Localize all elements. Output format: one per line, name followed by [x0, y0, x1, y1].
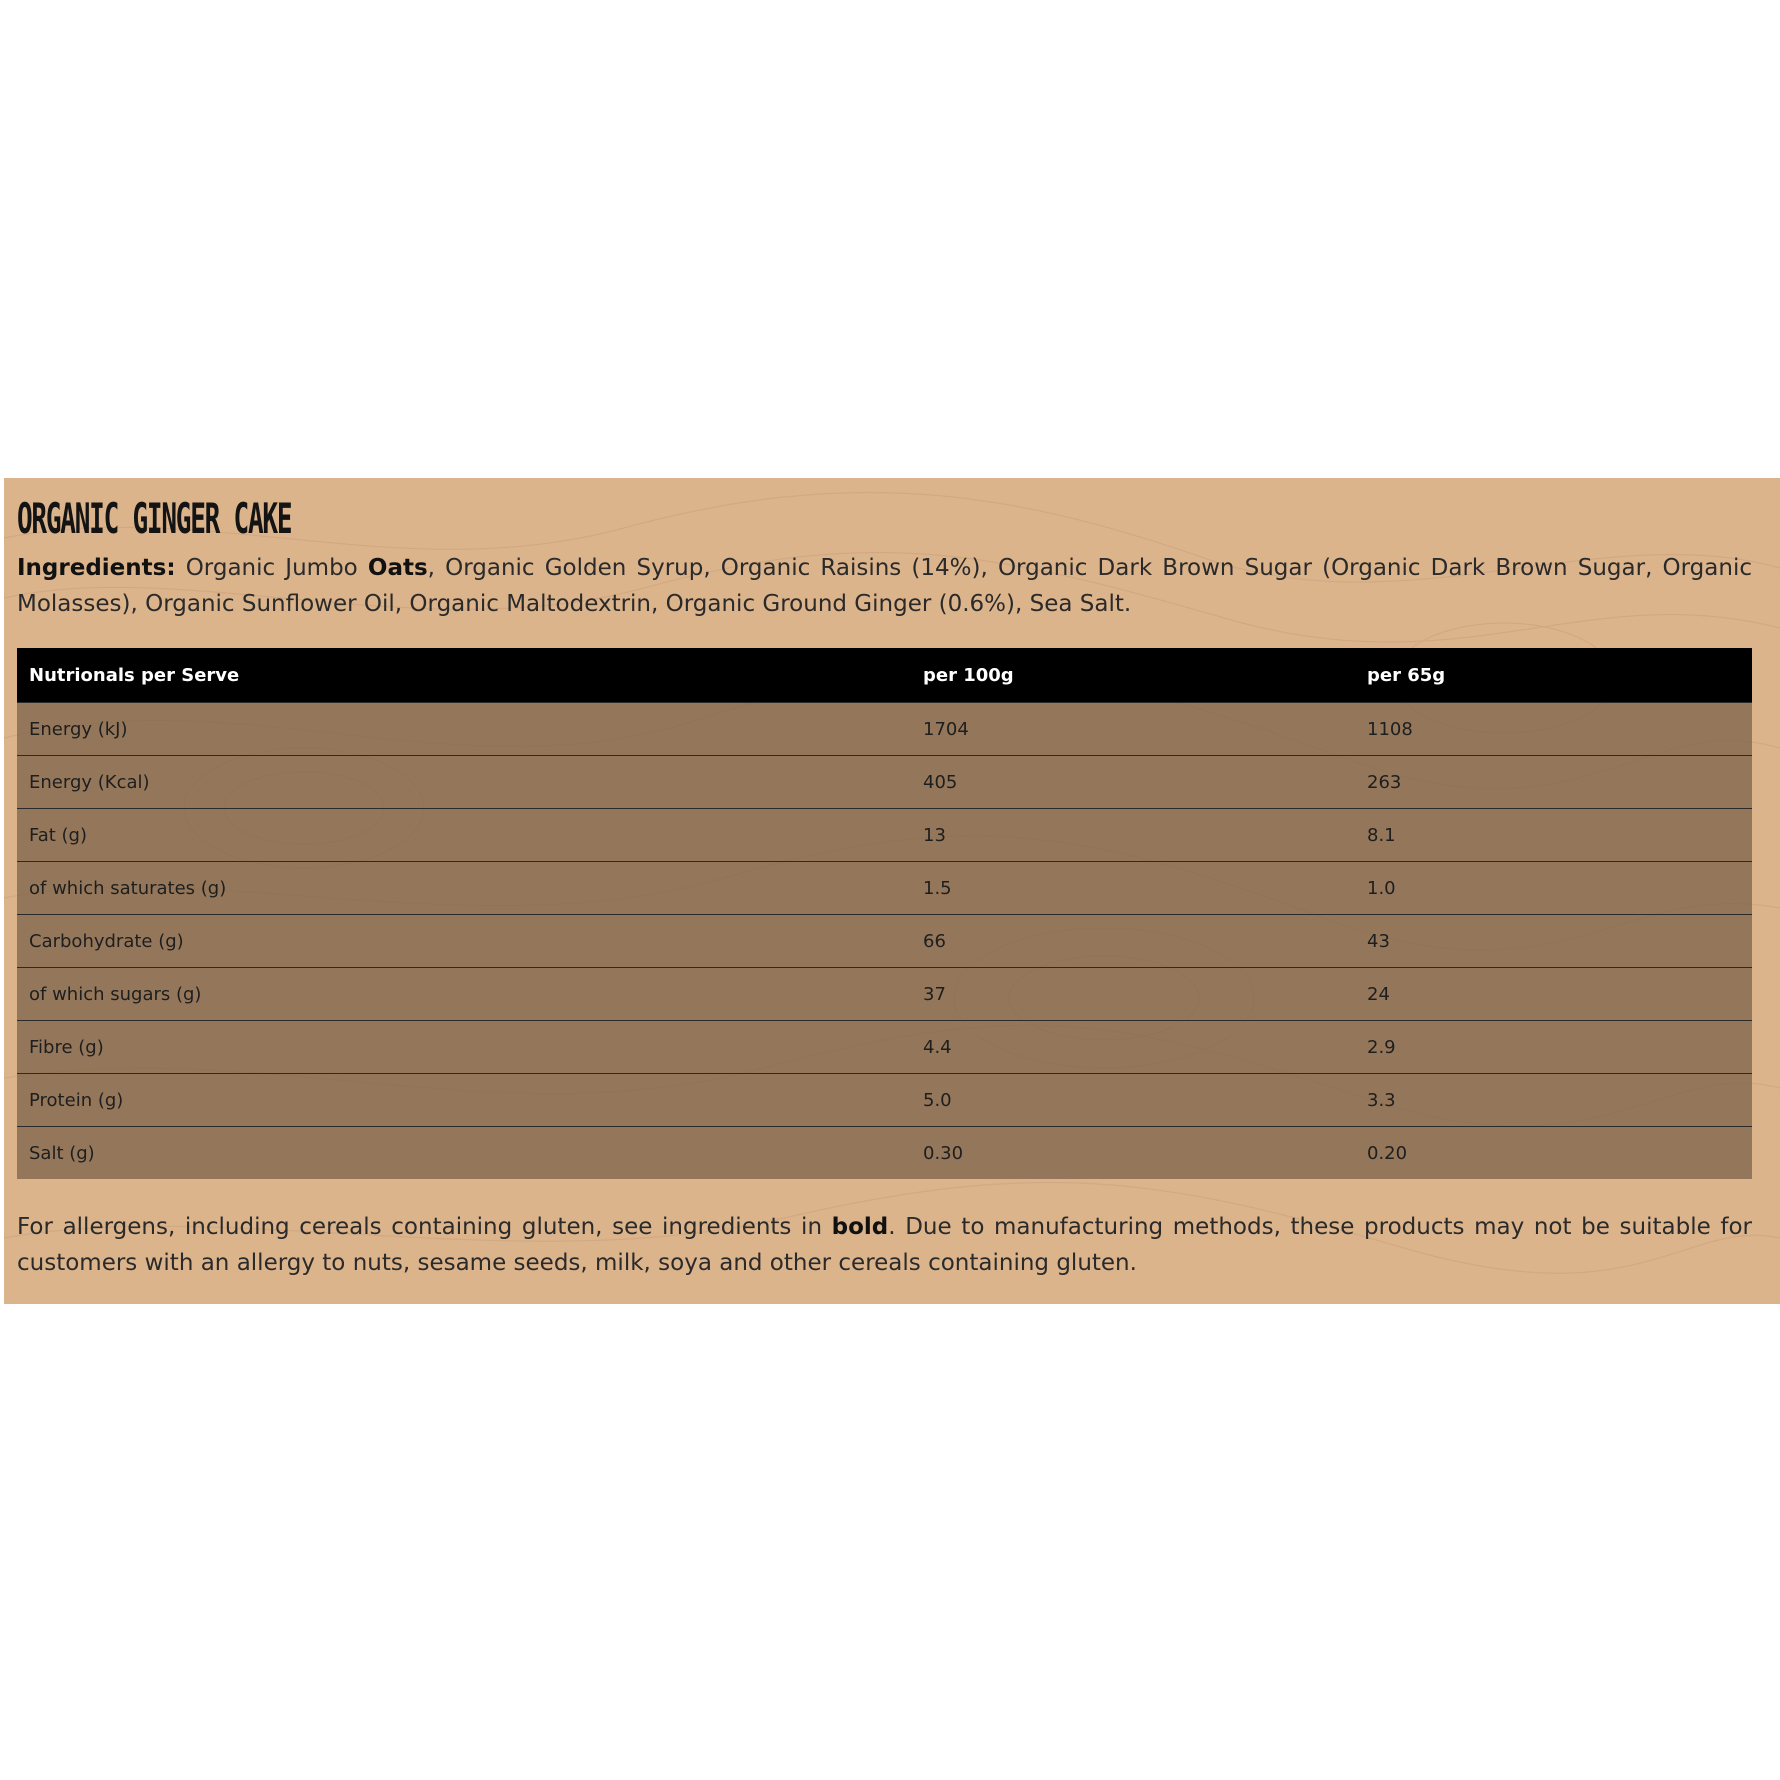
- value-per-65g: 263: [1355, 756, 1752, 809]
- value-per-100g: 405: [911, 756, 1355, 809]
- table-row: [17, 1074, 1752, 1127]
- table-row: [17, 703, 1752, 756]
- value-per-65g: 8.1: [1355, 809, 1752, 862]
- table-row: [17, 1127, 1752, 1180]
- table-row: [17, 862, 1752, 915]
- header-per-65g: per 65g: [1355, 648, 1752, 703]
- nutrient-name: Energy (kJ): [17, 703, 911, 756]
- value-per-100g: 66: [911, 915, 1355, 968]
- ingredients-label: Ingredients:: [17, 555, 176, 581]
- table-row: [17, 915, 1752, 968]
- ingredients-allergen-bold: Oats: [367, 555, 428, 581]
- value-per-100g: 1.5: [911, 862, 1355, 915]
- value-per-65g: 1.0: [1355, 862, 1752, 915]
- nutrient-name: of which sugars (g): [17, 968, 911, 1021]
- value-per-65g: 1108: [1355, 703, 1752, 756]
- header-per-100g: per 100g: [911, 648, 1355, 703]
- allergen-text-after: . Due to manufacturing methods, these products may not be suitable for customers with an allergy to nuts, sesame seeds, milk, soya and other cereals containing gluten.: [17, 1214, 1752, 1276]
- value-per-65g: 43: [1355, 915, 1752, 968]
- nutrient-name: Protein (g): [17, 1074, 911, 1127]
- allergen-text-before: For allergens, including cereals containing gluten, see ingredients in: [17, 1214, 832, 1240]
- value-per-100g: 1704: [911, 703, 1355, 756]
- nutrient-name: of which saturates (g): [17, 862, 911, 915]
- value-per-100g: 5.0: [911, 1074, 1355, 1127]
- ingredients-paragraph: [17, 550, 1752, 622]
- table-row: [17, 756, 1752, 809]
- product-info-content: [17, 478, 1752, 1281]
- nutrition-header-row: [17, 648, 1752, 703]
- value-per-65g: 0.20: [1355, 1127, 1752, 1180]
- value-per-65g: 3.3: [1355, 1074, 1752, 1127]
- value-per-100g: 37: [911, 968, 1355, 1021]
- table-row: [17, 1021, 1752, 1074]
- ingredients-text-after: , Organic Golden Syrup, Organic Raisins (14%), Organic Dark Brown Sugar (Organic Dark Brown Sugar, Organic Molasses), Organic Sunflower Oil, Organic Maltodextrin, Organic Ground Ginger (0.6%), Sea Salt.: [17, 555, 1752, 617]
- ingredients-text-before: Organic Jumbo: [175, 555, 368, 581]
- product-title: ORGANIC GINGER CAKE: [17, 494, 292, 543]
- header-nutrient: Nutrionals per Serve: [17, 648, 911, 703]
- product-info-panel: [4, 478, 1780, 1304]
- nutrient-name: Salt (g): [17, 1127, 911, 1180]
- allergen-statement: [17, 1209, 1752, 1281]
- allergen-bold-word: bold: [831, 1214, 889, 1240]
- nutrient-name: Fibre (g): [17, 1021, 911, 1074]
- nutrient-name: Fat (g): [17, 809, 911, 862]
- table-row: [17, 809, 1752, 862]
- value-per-65g: 24: [1355, 968, 1752, 1021]
- value-per-100g: 0.30: [911, 1127, 1355, 1180]
- value-per-100g: 4.4: [911, 1021, 1355, 1074]
- nutrient-name: Energy (Kcal): [17, 756, 911, 809]
- nutrition-table: [17, 648, 1752, 1179]
- value-per-100g: 13: [911, 809, 1355, 862]
- table-row: [17, 968, 1752, 1021]
- nutrient-name: Carbohydrate (g): [17, 915, 911, 968]
- value-per-65g: 2.9: [1355, 1021, 1752, 1074]
